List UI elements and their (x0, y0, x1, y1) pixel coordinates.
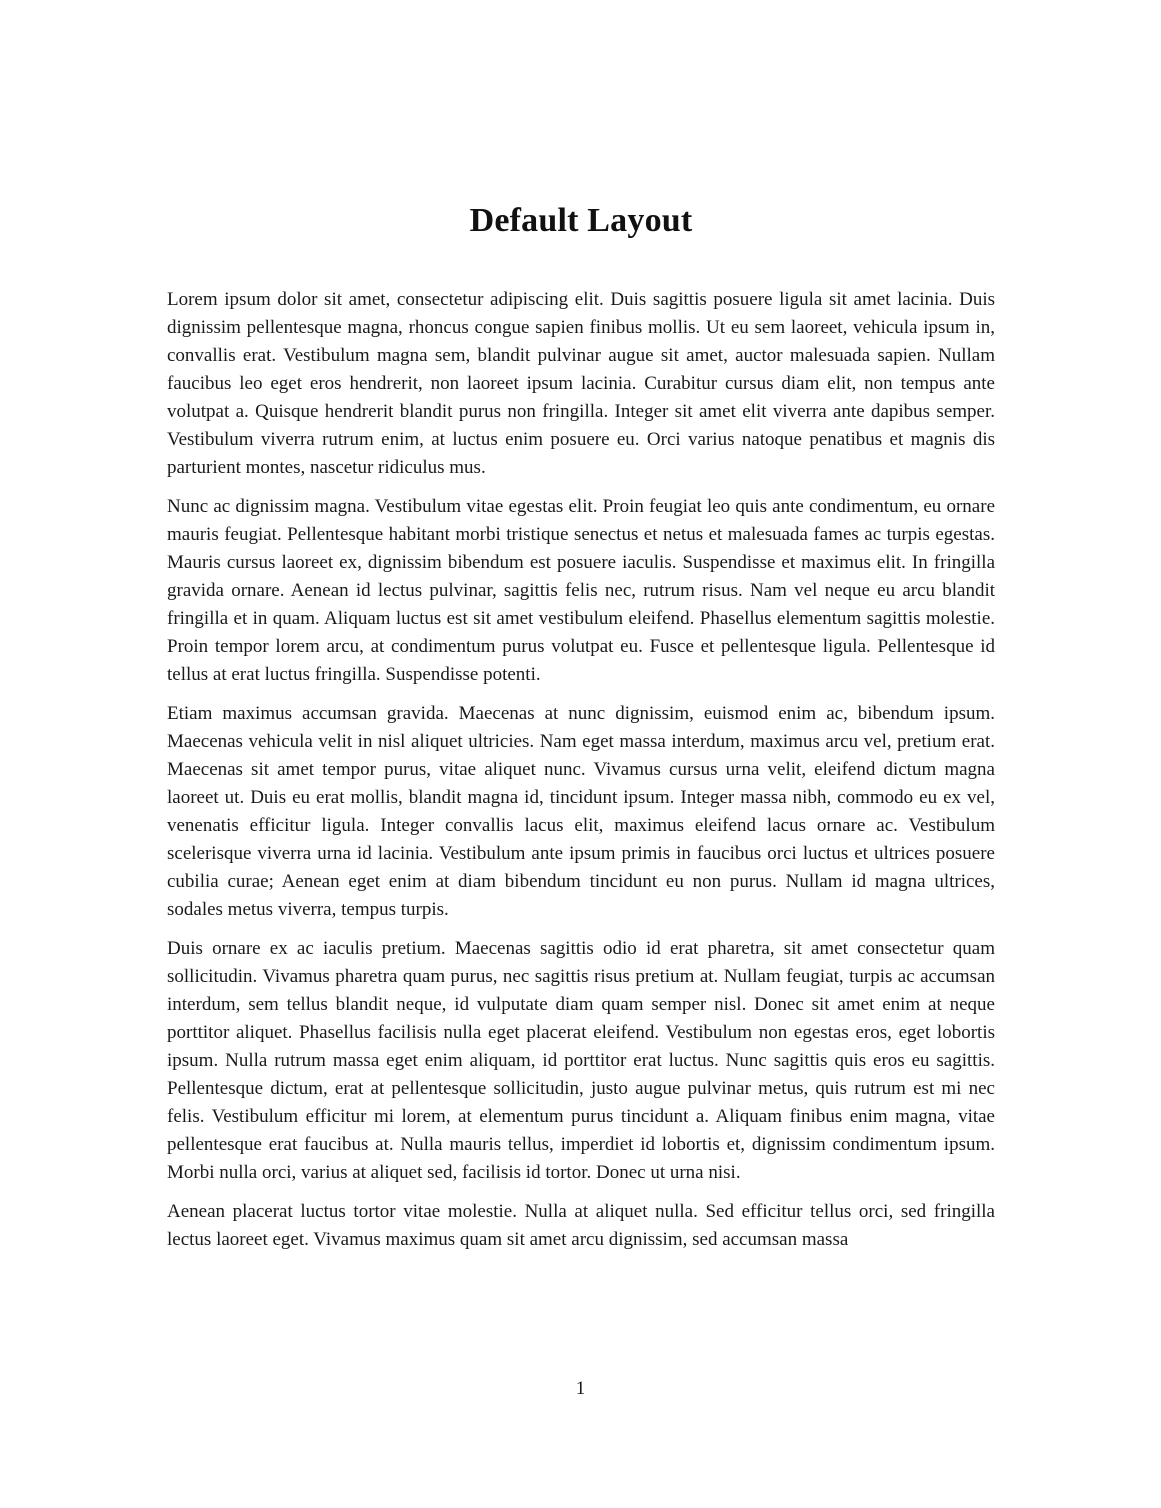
paragraph-2: Nunc ac dignissim magna. Vestibulum vitae egestas elit. Proin feugiat leo quis ante condimentum, eu ornare mauris feugiat. Pellentesque habitant morbi tristique senectus et netus et malesuada fames ac turpis egestas. Mauris cursus laoreet ex, dignissim bibendum est posuere iaculis. Suspendisse et maximus elit. In fringilla gravida ornare. Aenean id lectus pulvinar, sagittis felis nec, rutrum risus. Nam vel neque eu arcu blandit fringilla et in quam. Aliquam luctus est sit amet vestibulum eleifend. Phasellus elementum sagittis molestie. Proin tempor lorem arcu, at condimentum purus volutpat eu. Fusce et pellentesque ligula. Pellentesque id tellus at erat luctus fringilla. Suspendisse potenti. (167, 496, 995, 685)
paragraph-4: Duis ornare ex ac iaculis pretium. Maecenas sagittis odio id erat pharetra, sit amet consectetur quam sollicitudin. Vivamus pharetra quam purus, nec sagittis risus pretium at. Nullam feugiat, turpis ac accumsan interdum, sem tellus blandit neque, id vulputate diam quam semper nisl. Donec sit amet enim at neque porttitor aliquet. Phasellus facilisis nulla eget placerat eleifend. Vestibulum non egestas eros, eget lobortis ipsum. Nulla rutrum massa eget enim aliquam, id porttitor erat luctus. Nunc sagittis quis eros eu sagittis. Pellentesque dictum, erat at pellentesque sollicitudin, justo augue pulvinar metus, quis rutrum est mi nec felis. Vestibulum efficitur mi lorem, at elementum purus tincidunt a. Aliquam finibus enim magna, vitae pellentesque erat faucibus at. Nulla mauris tellus, imperdiet id lobortis et, dignissim condimentum ipsum. Morbi nulla orci, varius at aliquet sed, facilisis id tortor. Donec ut urna nisi. (167, 938, 995, 1183)
page-number: 1 (575, 1378, 586, 1399)
paragraph-1: Lorem ipsum dolor sit amet, consectetur adipiscing elit. Duis sagittis posuere ligula sit amet lacinia. Duis dignissim pellentesque magna, rhoncus congue sapien finibus mollis. Ut eu sem laoreet, vehicula ipsum in, convallis erat. Vestibulum magna sem, blandit pulvinar augue sit amet, auctor malesuada sapien. Nullam faucibus leo eget eros hendrerit, non laoreet ipsum lacinia. Curabitur cursus diam elit, non tempus ante volutpat a. Quisque hendrerit blandit purus non fringilla. Integer sit amet elit viverra ante dapibus semper. Vestibulum viverra rutrum enim, at luctus enim posuere eu. Orci varius natoque penatibus et magnis dis parturient montes, nascetur ridiculus mus. (167, 289, 995, 478)
paragraph-5: Aenean placerat luctus tortor vitae molestie. Nulla at aliquet nulla. Sed efficitur tellus orci, sed fringilla lectus laoreet eget. Vivamus maximus quam sit amet arcu dignissim, sed accumsan massa (167, 1201, 995, 1250)
document-body (167, 200, 995, 1254)
paragraph-3: Etiam maximus accumsan gravida. Maecenas at nunc dignissim, euismod enim ac, bibendum ipsum. Maecenas vehicula velit in nisl aliquet ultricies. Nam eget massa interdum, maximus arcu vel, pretium erat. Maecenas sit amet tempor purus, vitae aliquet nunc. Vivamus cursus urna velit, eleifend dictum magna laoreet ut. Duis eu erat mollis, blandit magna id, tincidunt ipsum. Integer massa nibh, commodo eu ex vel, venenatis efficitur ligula. Integer convallis lacus elit, maximus eleifend lacus ornare ac. Vestibulum scelerisque viverra urna id lacinia. Vestibulum ante ipsum primis in faucibus orci luctus et ultrices posuere cubilia curae; Aenean eget enim at diam bibendum tincidunt eu non purus. Nullam id magna ultrices, sodales metus viverra, tempus turpis. (167, 703, 995, 920)
page-title: Default Layout (469, 202, 693, 239)
